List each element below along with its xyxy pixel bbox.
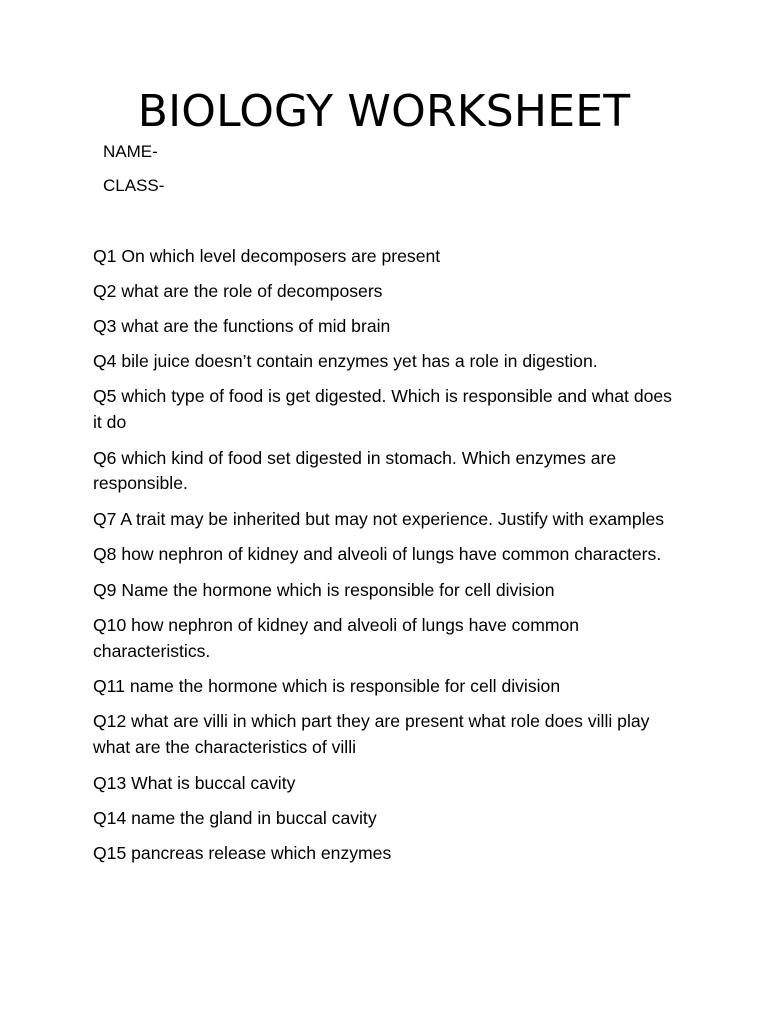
question-9: Q9 Name the hormone which is responsible for cell division [93, 579, 555, 600]
question-2: Q2 what are the role of decomposers [93, 281, 383, 302]
question-5: Q5 which type of food is get digested. Which is responsible and what does it do [93, 386, 672, 432]
question-15: Q15 pancreas release which enzymes [93, 842, 392, 863]
question-3: Q3 what are the functions of mid brain [93, 316, 391, 337]
question-7: Q7 A trait may be inherited but may not experience. Justify with examples [93, 508, 665, 529]
question-13: Q13 What is buccal cavity [93, 772, 296, 793]
question-1: Q1 On which level decomposers are present [93, 246, 441, 266]
worksheet-title: BIOLOGY WORKSHEET [137, 86, 631, 137]
question-12: Q12 what are villi in which part they are present what role does villi play what are the characteristics of villi [93, 711, 650, 757]
question-list [93, 244, 683, 876]
name-field-label: NAME- [103, 142, 158, 161]
question-11: Q11 name the hormone which is responsible for cell division [93, 676, 561, 697]
question-14: Q14 name the gland in buccal cavity [93, 807, 377, 828]
question-4: Q4 bile juice doesn’t contain enzymes yet has a role in digestion. [93, 351, 598, 372]
class-field-label: CLASS- [103, 176, 165, 195]
question-8: Q8 how nephron of kidney and alveoli of lungs have common characters. [93, 544, 662, 565]
question-10: Q10 how nephron of kidney and alveoli of lungs have common characteristics. [93, 615, 580, 661]
question-6: Q6 which kind of food set digested in stomach. Which enzymes are responsible. [93, 447, 617, 494]
